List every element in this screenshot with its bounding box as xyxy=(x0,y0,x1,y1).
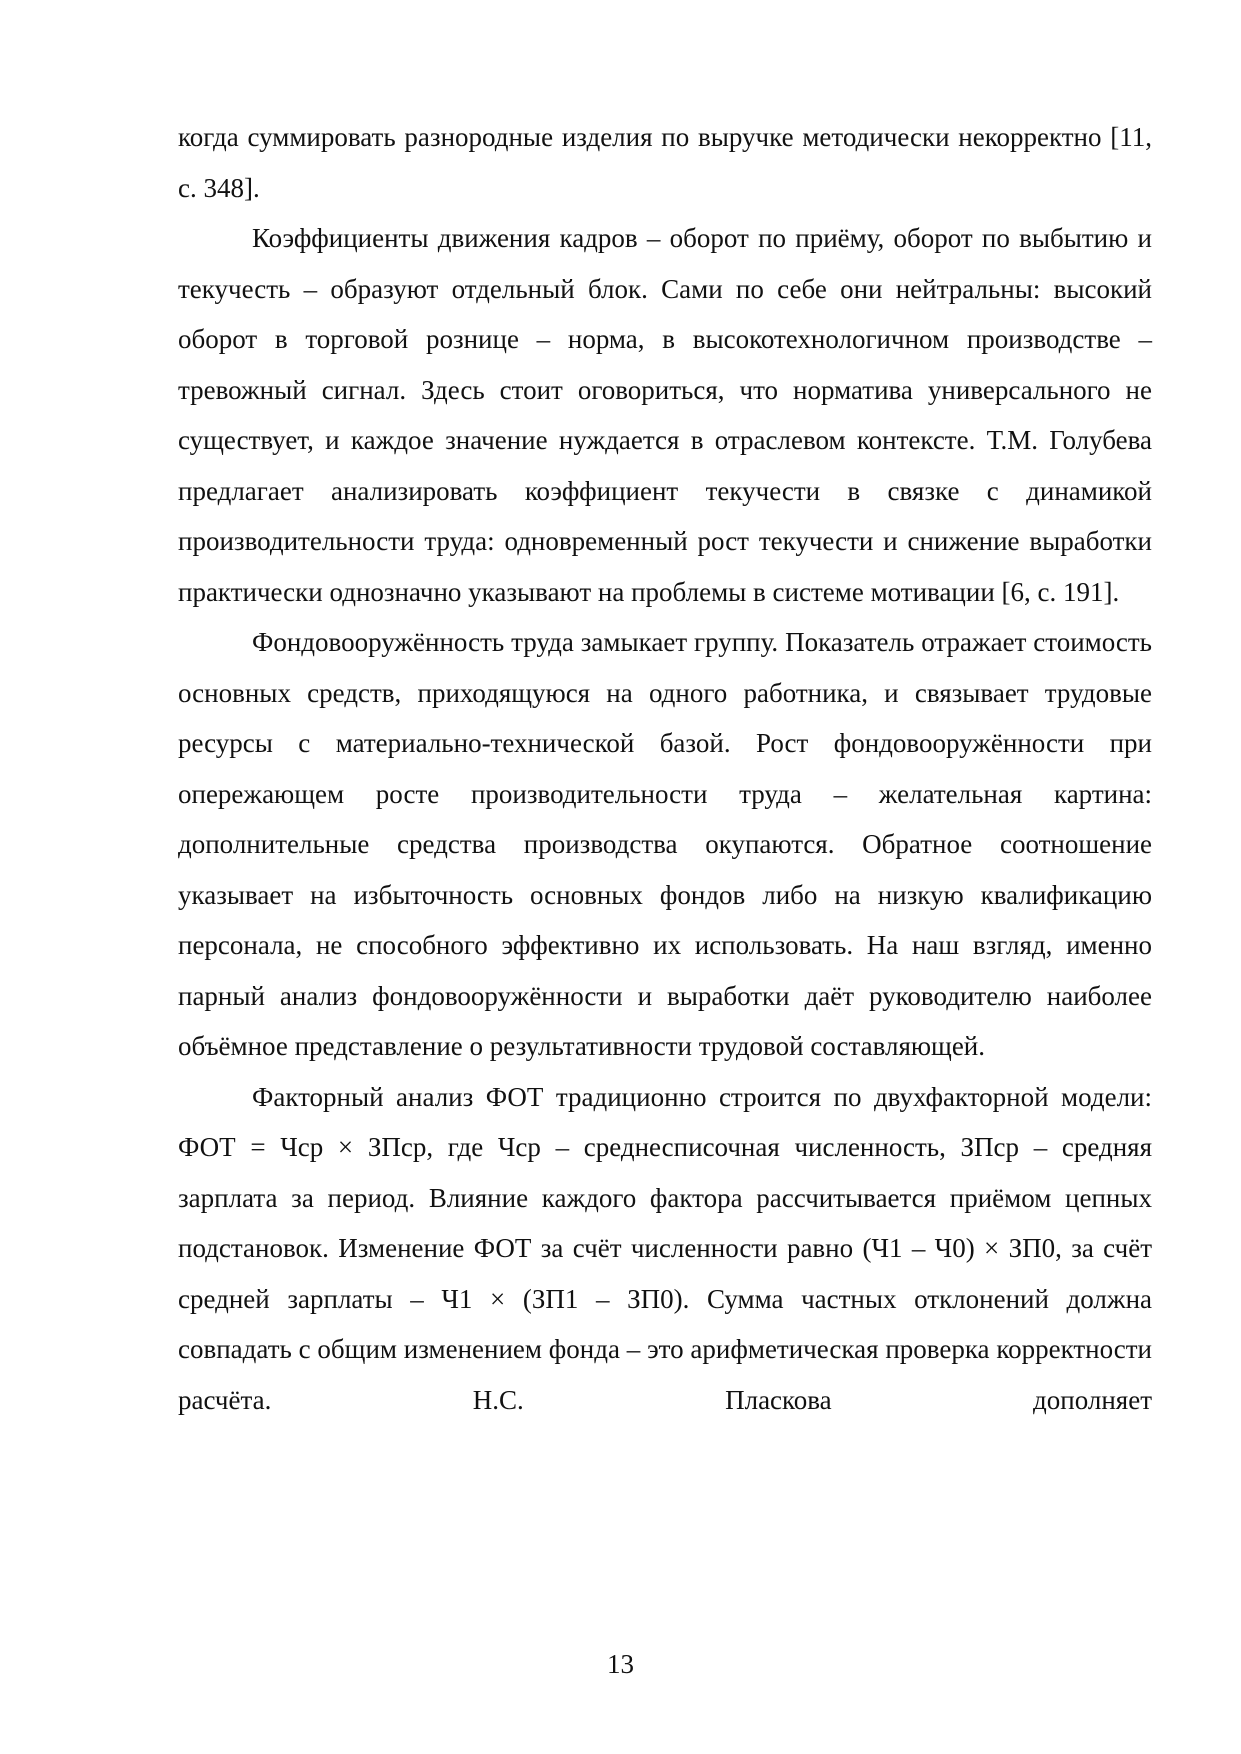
paragraph-continuation: когда суммировать разнородные изделия по выручке методически некорректно [11, с. 348]. xyxy=(178,122,1152,203)
page-body xyxy=(178,112,1152,1425)
paragraph-capital-labour-ratio: Фондовооружённость труда замыкает группу. Показатель отражает стоимость основных средств, приходящуюся на одного работника, и связывает трудовые ресурсы с материально-технической базой. Рост фондовооружённости при опережающем росте производительности труда – желательная картина: дополнительные средства производства окупаются. Обратное соотношение указывает на избыточность основных фондов либо на низкую квалификацию персонала, не способного эффективно их использовать. На наш взгляд, именно парный анализ фондовооружённости и выработки даёт руководителю наиболее объёмное представление о результативности трудовой составляющей. xyxy=(178,627,1152,1061)
paragraph-payroll-factor-analysis: Факторный анализ ФОТ традиционно строится по двухфакторной модели: ФОТ = Чср × ЗПср, где Чср – среднесписочная численность, ЗПср – средняя зарплата за период. Влияние каждого фактора рассчитывается приёмом цепных подстановок. Изменение ФОТ за счёт численности равно (Ч1 – Ч0) × ЗП0, за счёт средней зарплаты – Ч1 × (ЗП1 – ЗП0). Сумма частных отклонений должна совпадать с общим изменением фонда – это арифметическая проверка корректности расчёта. Н.С. Пласкова дополняет xyxy=(178,1081,1152,1415)
paragraph-staff-movement: Коэффициенты движения кадров – оборот по приёму, оборот по выбытию и текучесть – образуют отдельный блок. Сами по себе они нейтральны: высокий оборот в торговой рознице – норма, в высокотехнологичном производстве – тревожный сигнал. Здесь стоит оговориться, что норматива универсального не существует, и каждое значение нуждается в отраслевом контексте. Т.М. Голубева предлагает анализировать коэффициент текучести в связке с динамикой производительности труда: одновременный рост текучести и снижение выработки практически однозначно указывают на проблемы в системе мотивации [6, с. 191]. xyxy=(178,223,1152,607)
page-number: 13 xyxy=(607,1649,634,1679)
